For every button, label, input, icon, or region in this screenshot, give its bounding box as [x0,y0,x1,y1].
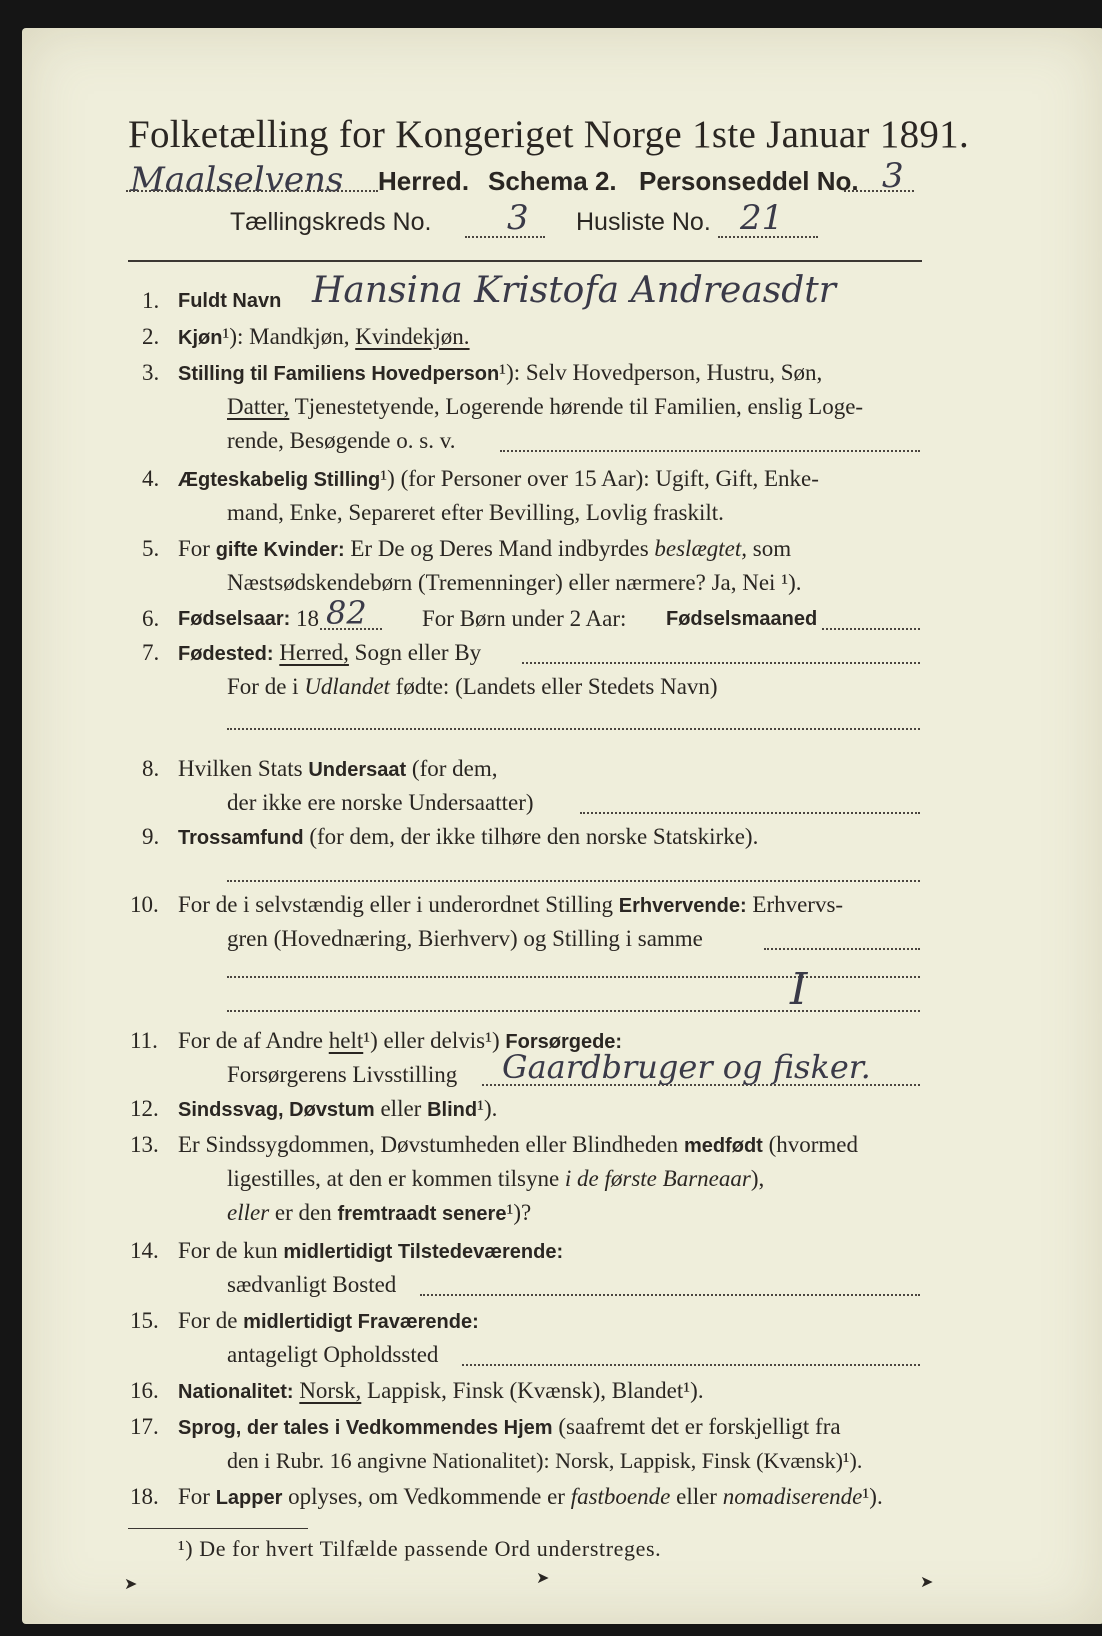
q12-end: ¹). [477,1096,498,1121]
q8-text2: (for dem, [406,756,498,781]
q5-text: Er De og Deres Mand indbyrdes [350,536,655,561]
q2-kjon-label: Kjøn [178,327,223,349]
q2-text [178,324,470,350]
q13-label: medfødt [683,1135,763,1157]
q11-occupation-handwritten: Gaardbruger og fisker. [502,1048,871,1086]
kreds-number: 3 [507,198,529,238]
q5-pre: For [178,536,216,561]
q10-blank-dotted-line-1 [227,976,920,978]
q13-line1 [178,1132,858,1158]
q16-text: Lappisk, Finsk (Kvænsk), Blandet¹). [361,1378,704,1403]
q1-label: Fuldt Navn [178,290,282,312]
q6-year-handwritten: 82 [326,594,367,632]
q10-text: For de i selvstændig eller i underordnet Stilling [178,892,619,917]
q8-line1 [178,756,497,782]
corner-mark-right: ➤ [920,1574,934,1591]
q9-text: (for dem, der ikke tilhøre den norske Statskirke). [303,824,759,849]
census-form-sheet [22,28,1102,1624]
q17-line2: den i Rubr. 16 angivne Nationalitet): Norsk, Lappisk, Finsk (Kvænsk)¹). [227,1448,863,1473]
footnote-rule [128,1528,308,1529]
q12-text: eller [374,1096,428,1121]
q13-line3-italic: eller [227,1200,270,1225]
q1-name-handwritten: Hansina Kristofa Andreasdtr [312,270,836,311]
q6-text: For Børn under 2 Aar: [422,606,627,631]
personseddel-dotted-line [844,190,914,192]
q2-answer-underlined: Kvindekjøn. [355,324,470,349]
q10-blank-dotted-line-2 [227,1010,920,1012]
q8-text: Hvilken Stats [178,756,309,781]
q16-norsk-underlined: Norsk, [299,1378,362,1403]
q8-label: Undersaat [308,759,407,781]
item-number: 10. [130,892,159,917]
q16-line1 [178,1378,704,1404]
form-title: Folketælling for Kongeriget Norge 1ste Januar 1891. [128,113,970,156]
q3-datter-underlined: Datter, [227,394,290,419]
q13-text: Er Sindssygdommen, Døvstumheden eller Blindheden [178,1132,684,1157]
q2-sup: ¹ [222,324,230,349]
q14-label: midlertidigt Tilstedeværende: [283,1241,564,1263]
item-number: 15. [130,1308,159,1333]
q9-line1 [178,824,758,850]
q5-label: gifte Kvinder: [215,539,345,561]
q7-blank-dotted-line [227,728,920,730]
q13-line3-a: er den [269,1200,338,1225]
item-number: 17. [130,1414,159,1439]
q15-label: midlertidigt Fraværende: [243,1311,479,1333]
q7-line2 [227,674,718,700]
q9-blank-dotted-line [227,880,920,882]
q12-label: Sindssvag, Døvstum [178,1099,375,1121]
q13-line2-b: ), [750,1166,765,1191]
q5-line1 [178,536,791,562]
q7-dotted-line [522,662,920,664]
q7-line1 [178,640,481,666]
q8-line2: der ikke ere norske Undersaatter) [227,790,534,815]
item-number: 11. [130,1028,158,1053]
husliste-label: Husliste No. [576,208,711,236]
q18-label: Lapper [215,1487,283,1509]
q18-text: For [178,1484,216,1509]
footnote: ¹) De for hvert Tilfælde passende Ord understreges. [178,1536,662,1561]
q10-end: Erhvervs- [746,892,844,917]
q18-italic2: nomadiserende [722,1484,863,1509]
q10-line2: gren (Hovednæring, Bierhverv) og Stilling i samme [227,926,703,951]
q7-line2-a: For de i [227,674,305,699]
herred-dotted-line [126,190,378,192]
q6-label: Fødselsaar: [178,608,291,630]
personseddel-label: Personseddel No. [639,166,859,196]
q3-line1 [178,360,822,386]
item-number: 2. [142,324,160,349]
item-number: 5. [142,536,160,561]
q11-text: For de af Andre [178,1028,329,1053]
header-rule [128,260,922,262]
schema-label: Schema 2. [488,166,617,196]
q3-options: ¹): Selv Hovedperson, Hustru, Søn, [499,360,823,385]
q13-line3-end: ¹)? [506,1200,532,1225]
item-number: 13. [130,1132,159,1157]
corner-mark-center: ➤ [536,1570,550,1587]
q18-text2: oplyses, om Vedkommende er [282,1484,571,1509]
q15-line2: antageligt Opholdssted [227,1342,439,1367]
item-number: 14. [130,1238,159,1263]
q4-text: ¹) (for Personer over 15 Aar): Ugift, Gift, Enke- [380,466,819,491]
item-number: 3. [142,360,160,385]
item-number: 7. [142,640,160,665]
q12-line1 [178,1096,497,1122]
q7-text: Sogn eller By [354,640,482,665]
q11-label: Forsørgede: [505,1031,623,1053]
q9-label: Trossamfund [178,827,304,849]
q11-text2: ¹) eller delvis¹) [363,1028,506,1053]
q15-dotted-line [462,1364,920,1366]
q6-month-label: Fødselsmaaned [666,608,818,630]
herred-label: Herred. [378,166,470,196]
q3-dotted-line [500,450,920,452]
q6-prefix: 18 [296,606,319,631]
q13-line2-a: ligestilles, at den er kommen tilsyne [227,1166,565,1191]
q2-options: ): Mandkjøn, [229,324,356,349]
q8-dotted-line [580,812,920,814]
q11-helt-underlined: helt [328,1028,364,1053]
q14-line1 [178,1238,563,1264]
q17-text: (saafremt det er forskjelligt fra [552,1414,841,1439]
q3-line2 [227,394,863,420]
q10-handwritten-mark: I [790,964,808,1015]
q3-line3: rende, Besøgende o. s. v. [227,428,456,453]
q18-italic1: fastboende [570,1484,671,1509]
corner-mark-left: ➤ [124,1576,138,1593]
item-number: 1. [142,288,160,313]
q4-line1 [178,466,819,492]
q18-text3: eller [670,1484,723,1509]
q7-label: Fødested: [178,643,274,665]
q7-line2-italic: Udlandet [304,674,390,699]
husliste-dotted-line [718,236,818,238]
q12-label2: Blind [427,1099,478,1121]
q7-line2-b: fødte: (Landets eller Stedets Navn) [389,674,718,699]
q4-line2: mand, Enke, Separeret efter Bevilling, Lovlig fraskilt. [227,500,724,525]
item-number: 12. [130,1096,159,1121]
q4-label: Ægteskabelig Stilling [178,469,381,491]
q7-herred-underlined: Herred, [279,640,349,665]
kreds-label: Tællingskreds No. [230,208,432,236]
q14-text: For de kun [178,1238,284,1263]
q13-line3-label: fremtraadt senere [337,1203,507,1225]
q10-line1 [178,892,843,918]
q6-month-dotted-line [822,628,920,630]
q18-line1 [178,1484,883,1510]
item-number: 18. [130,1484,159,1509]
item-number: 8. [142,756,160,781]
q13-line2 [227,1166,764,1192]
q15-line1 [178,1308,479,1334]
personseddel-number: 3 [882,156,904,196]
q10-dotted-line [764,948,920,950]
q18-end: ¹). [862,1484,883,1509]
q6-year-dotted-line [320,628,382,630]
q10-label: Erhvervende: [618,895,747,917]
q16-label: Nationalitet: [178,1381,294,1403]
q13-line2-italic: i de første Barneaar [564,1166,751,1191]
item-number: 9. [142,824,160,849]
q14-dotted-line [420,1294,920,1296]
item-number: 6. [142,606,160,631]
item-number: 4. [142,466,160,491]
q17-label: Sprog, der tales i Vedkommendes Hjem [178,1417,553,1439]
kreds-dotted-line [465,236,545,238]
q11-line2: Forsørgerens Livsstilling [227,1062,458,1087]
q15-text: For de [178,1308,244,1333]
q13-end: (hvormed [762,1132,858,1157]
item-number: 16. [130,1378,159,1403]
q3-line2-text: Tjenestetyende, Logerende hørende til Familien, enslig Loge- [294,394,864,419]
q5-end: som [747,536,792,561]
q13-line3 [227,1200,531,1226]
husliste-number: 21 [740,198,784,238]
q3-label: Stilling til Familiens Hovedperson [178,363,500,385]
q17-line1 [178,1414,841,1440]
herred-handwritten: Maalselvens [130,160,344,200]
q5-line2: Næstsødskendebørn (Tremenninger) eller nærmere? Ja, Nei ¹). [227,570,802,595]
q5-italic: beslægtet, [654,536,748,561]
q14-line2: sædvanligt Bosted [227,1272,397,1297]
